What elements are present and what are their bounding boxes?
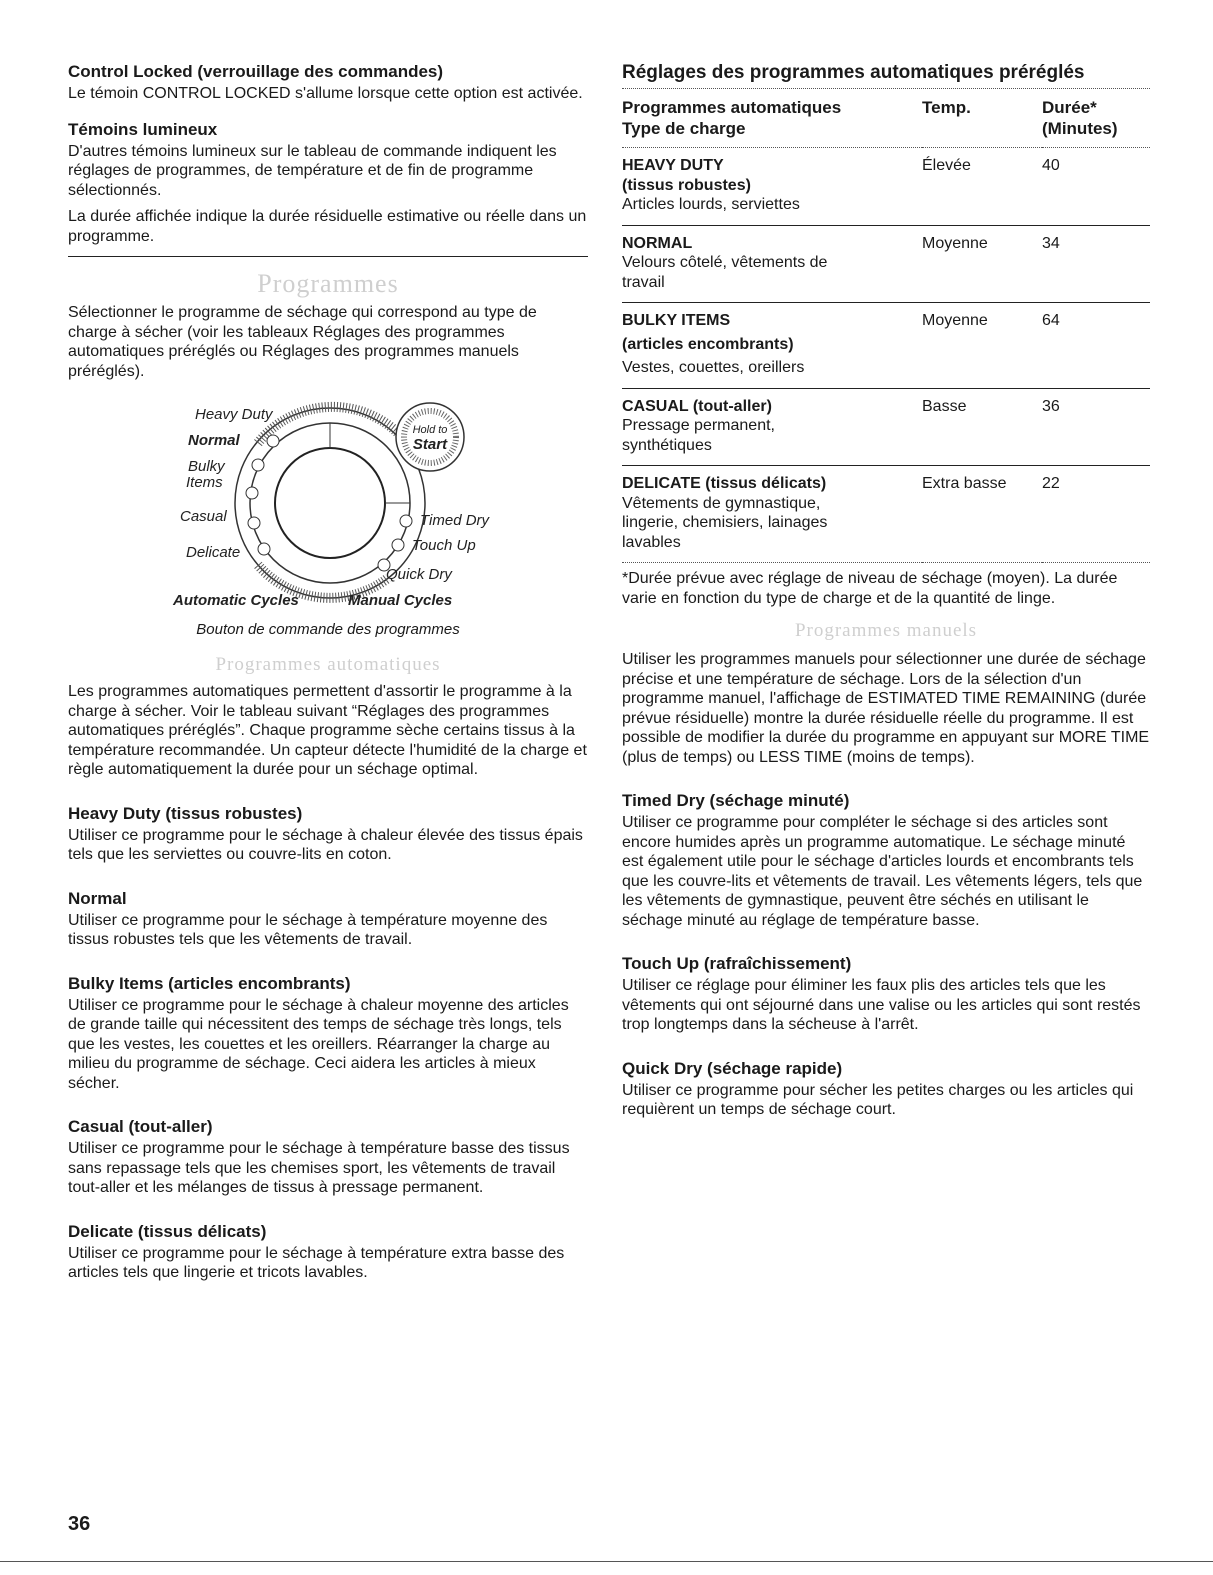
- manual-text: Utiliser les programmes manuels pour sélectionner une durée de séchage précise et une température de séchage. Lors de la sélection d'un programme manuel, l'affichage de ESTIMATED TIME REMAINING (durée prévue résiduelle) montre la durée résiduelle réelle du programme. Il est possible de modifier la durée du programme en appuyant sur MORE TIME (plus de temps) ou LESS TIME (moins de temps).: [622, 651, 1150, 766]
- casual-heading: Casual (tout-aller): [68, 1117, 213, 1136]
- heavy-duty-heading: Heavy Duty (tissus robustes): [68, 803, 303, 823]
- heavy-duty-text: Utiliser ce programme pour le séchage à chaleur élevée des tissus épais tels que les serviettes ou couvre-lits en coton.: [68, 826, 583, 863]
- table-footnote: *Durée prévue avec réglage de niveau de séchage (moyen). La durée varie en fonction du type de charge et de la quantité de linge.: [622, 570, 1118, 607]
- temoins-text-1: D'autres témoins lumineux sur le tableau de commande indiquent les réglages de programmes, de température et de fin de programme sélectionnés.: [68, 142, 557, 199]
- casual-text: Utiliser ce programme pour le séchage à température basse des tissus sans repassage tels que les chemises sport, les vêtements de travail tout-aller et les mélanges de tissus à pressage permanent.: [68, 1140, 570, 1196]
- row-duration: 36: [1042, 397, 1060, 415]
- auto-settings-table: [622, 89, 1150, 563]
- timed-dry-text: Utiliser ce programme pour compléter le séchage si des articles sont encore humides après un programme automatique. Le séchage minuté est également utile pour le séchage d'articles lourds et encombrants tels que les couvre-lits et vêtements de travail. Les vêtements légers, tels que les vêtements de gymnastique, peuvent être séchés en utilisant le séchage minuté au réglage de température basse.: [622, 814, 1143, 929]
- bulky-heading: Bulky Items (articles encombrants): [68, 973, 351, 993]
- delicate-label: Delicate: [186, 544, 241, 561]
- row-desc: Vêtements de gymnastique, lingerie, chemisiers, lainages lavables: [622, 494, 828, 551]
- table-row: [622, 226, 1150, 303]
- page-number: 36: [68, 1513, 91, 1535]
- row-desc: Vestes, couettes, oreillers: [622, 359, 805, 376]
- row-name: DELICATE (tissus délicats): [622, 475, 827, 492]
- normal-label: Normal: [188, 432, 240, 449]
- row-desc: Velours côtelé, vêtements de travail: [622, 254, 828, 291]
- dial-position-mark: [252, 459, 264, 471]
- casual-label: Casual: [180, 508, 227, 525]
- touch-up-heading: Touch Up (rafraîchissement): [622, 954, 852, 973]
- heavy-duty-label: Heavy Duty: [195, 406, 273, 423]
- auto-settings-table-title: Réglages des programmes automatiques préréglés: [622, 62, 1085, 83]
- dial-position-mark: [392, 539, 404, 551]
- row-sub: (tissus robustes): [622, 176, 751, 194]
- page-bottom-rule: [0, 1561, 1213, 1562]
- control-locked-text: Le témoin CONTROL LOCKED s'allume lorsque cette option est activée.: [68, 85, 583, 102]
- delicate-heading: Delicate (tissus délicats): [68, 1221, 267, 1241]
- auto-text: Les programmes automatiques permettent d'assortir le programme à la charge à sécher. Voir le tableau suivant “Réglages des programmes automatiques préréglés”. Chaque programme sèche certains tissus à la température recommandée. Un capteur détecte l'humidité de la charge et règle automatiquement la durée pour un séchage optimal.: [68, 683, 587, 778]
- hold-to-label: Hold to: [412, 424, 448, 436]
- timed-dry-heading: Timed Dry (séchage minuté): [622, 791, 850, 810]
- row-temp: Moyenne: [922, 234, 988, 252]
- row-name: BULKY ITEMS: [622, 312, 731, 329]
- bulky-label: Bulky: [188, 458, 225, 475]
- row-name: NORMAL: [622, 234, 693, 252]
- timed-dry-label: Timed Dry: [420, 512, 490, 529]
- dial-position-mark: [258, 543, 270, 555]
- row-duration: 22: [1042, 475, 1060, 492]
- table-header-row: [622, 89, 1150, 148]
- dial-position-mark: [246, 487, 258, 499]
- row-name: CASUAL (tout-aller): [622, 397, 772, 415]
- row-temp: Élevée: [922, 157, 971, 174]
- start-label: Start: [412, 436, 448, 453]
- section-divider: [68, 256, 588, 257]
- row-temp: Basse: [922, 397, 967, 415]
- row-duration: 64: [1042, 312, 1060, 329]
- quick-dry-heading: Quick Dry (séchage rapide): [622, 1058, 843, 1078]
- programmes-text: Sélectionner le programme de séchage qui correspond au type de charge à sécher (voir les tableaux Réglages des programmes automatiques préréglés ou Réglages des programmes manuels préréglés).: [68, 304, 537, 380]
- header-type: Type de charge: [622, 119, 746, 138]
- header-minutes: (Minutes): [1042, 119, 1118, 138]
- dial-position-mark: [400, 515, 412, 527]
- control-locked-heading: Control Locked (verrouillage des commandes): [68, 62, 444, 81]
- table-row: [622, 303, 1150, 388]
- automatic-cycles-label: Automatic Cycles: [173, 592, 299, 609]
- table-row: [622, 389, 1150, 466]
- dial-caption: Bouton de commande des programmes: [196, 621, 460, 638]
- header-programmes: Programmes automatiques: [622, 98, 842, 117]
- header-temp: Temp.: [922, 98, 971, 117]
- temoins-heading: Témoins lumineux: [68, 119, 218, 139]
- normal-heading: Normal: [68, 888, 127, 908]
- cycle-dial-figure: [68, 393, 588, 623]
- cycle-dial-svg: [68, 393, 588, 623]
- row-desc: Articles lourds, serviettes: [622, 196, 800, 213]
- row-duration: 34: [1042, 234, 1060, 252]
- bulky-text: Utiliser ce programme pour le séchage à chaleur moyenne des articles de grande taille qui nécessitent des temps de séchage très longs, tels que les vestes, les couettes et les oreillers. Réarranger la charge au milieu du programme de séchage. Ceci aidera les articles à mieux sécher.: [68, 996, 569, 1092]
- manual-cycles-label: Manual Cycles: [348, 592, 453, 609]
- left-column: [68, 62, 588, 1283]
- delicate-text: Utiliser ce programme pour le séchage à température extra basse des articles tels que lingerie et tricots lavables.: [68, 1244, 565, 1281]
- row-name: HEAVY DUTY: [622, 157, 724, 174]
- row-sub: (articles encombrants): [622, 335, 794, 353]
- normal-text: Utiliser ce programme pour le séchage à température moyenne des tissus robustes tels que les vêtements de travail.: [68, 911, 548, 948]
- header-duree: Durée*: [1042, 98, 1097, 117]
- auto-heading: Programmes automatiques: [215, 654, 441, 675]
- programmes-heading: Programmes: [257, 269, 399, 298]
- row-temp: Extra basse: [922, 475, 1007, 492]
- touch-up-label: Touch Up: [412, 537, 476, 554]
- dial-knob: [275, 448, 385, 558]
- row-duration: 40: [1042, 157, 1060, 174]
- touch-up-text: Utiliser ce réglage pour éliminer les faux plis des articles tels que les vêtements qui ont séjourné dans une valise ou les articles qui sont restés trop longtemps dans la sécheuse à l'arrêt.: [622, 977, 1141, 1033]
- manual-heading: Programmes manuels: [794, 620, 978, 641]
- row-temp: Moyenne: [922, 312, 988, 329]
- table-row: [622, 466, 1150, 563]
- quick-dry-label: Quick Dry: [386, 566, 452, 583]
- temoins-text-2: La durée affichée indique la durée résiduelle estimative ou réelle dans un programme.: [68, 208, 587, 245]
- right-column: [622, 62, 1150, 1120]
- row-desc: Pressage permanent, synthétiques: [622, 417, 775, 454]
- quick-dry-text: Utiliser ce programme pour sécher les petites charges ou les articles qui requièrent un temps de séchage court.: [622, 1081, 1134, 1118]
- dial-position-mark: [248, 517, 260, 529]
- table-row: [622, 148, 1150, 225]
- items-label: Items: [186, 474, 223, 491]
- dial-position-mark: [267, 435, 279, 447]
